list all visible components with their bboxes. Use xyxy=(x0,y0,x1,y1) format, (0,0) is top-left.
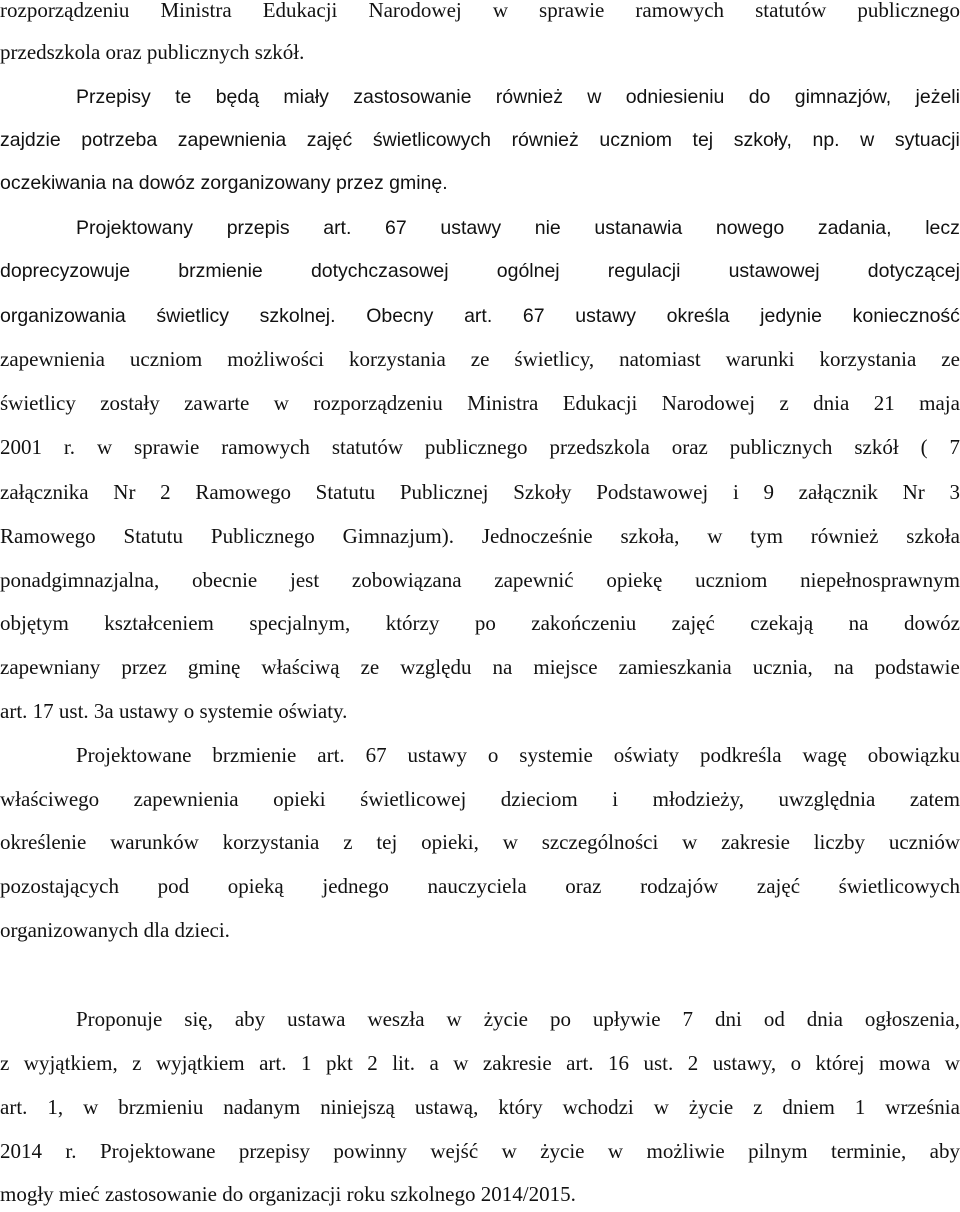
word: wejść xyxy=(430,1133,478,1169)
word: zapewnienia xyxy=(134,781,239,817)
word: ustawy xyxy=(407,737,467,773)
word: zapewnienia xyxy=(0,341,105,377)
word: której xyxy=(816,1045,865,1081)
word: przepisy xyxy=(239,1133,310,1169)
word: Publicznego xyxy=(211,518,315,554)
word: sprawie xyxy=(539,0,604,28)
word: ustawowej xyxy=(729,253,820,289)
text-line: mogły mieć zastosowanie do organizacji roku szkolnego 2014/2015. xyxy=(0,1176,960,1212)
text-line xyxy=(0,385,960,421)
word: szkoła xyxy=(906,518,960,554)
word: publicznego xyxy=(425,429,528,465)
word: oraz xyxy=(672,429,708,465)
word: statutów xyxy=(755,0,826,28)
word: przedszkola xyxy=(549,429,649,465)
word: możliwie xyxy=(647,1133,725,1169)
word: ze xyxy=(471,341,490,377)
paragraph-first-line xyxy=(76,79,960,115)
word: również xyxy=(512,122,579,158)
word: art. xyxy=(317,737,344,773)
word: wyjątkiem, xyxy=(24,1045,118,1081)
word: Ramowego xyxy=(0,518,96,554)
word: zajęć xyxy=(757,868,800,904)
word: określa xyxy=(667,298,730,334)
word: Jednocześnie xyxy=(482,518,593,554)
word: również xyxy=(811,518,879,554)
word: Statutu xyxy=(124,518,184,554)
word: korzystania xyxy=(223,824,320,860)
word: z xyxy=(132,1045,141,1081)
word: liczby xyxy=(814,824,865,860)
word: w xyxy=(860,122,874,158)
word: w xyxy=(587,79,601,115)
word: ( xyxy=(921,429,928,465)
text-line xyxy=(0,0,960,28)
word: w xyxy=(97,429,112,465)
word: ucznia, xyxy=(753,649,813,685)
word: regulacji xyxy=(608,253,681,289)
word: o xyxy=(791,1045,802,1081)
word: art. xyxy=(464,298,492,334)
word: Szkoły xyxy=(513,474,571,510)
word: dnia xyxy=(813,385,849,421)
word: będą xyxy=(216,79,259,115)
word: zakresie xyxy=(483,1045,552,1081)
word: Edukacji xyxy=(263,0,338,28)
text-line xyxy=(0,429,960,465)
word: 1, xyxy=(47,1089,63,1125)
word: Ministra xyxy=(161,0,232,28)
word: zakresie xyxy=(721,824,790,860)
word: ustanawia xyxy=(594,210,682,246)
word: pkt xyxy=(326,1045,353,1081)
text-line xyxy=(0,649,960,685)
word: jedynie xyxy=(760,298,822,334)
word: dniem xyxy=(782,1089,835,1125)
word: z xyxy=(779,385,788,421)
word: aby xyxy=(235,1001,265,1037)
word: załącznika xyxy=(0,474,89,510)
word: jeżeli xyxy=(916,79,960,115)
word: zostały xyxy=(100,385,159,421)
word: pozostających xyxy=(0,868,119,904)
word: właściwą xyxy=(261,649,339,685)
word: te xyxy=(175,79,191,115)
word: brzmienie xyxy=(212,737,296,773)
word: sytuacji xyxy=(895,122,960,158)
word: zastosowanie xyxy=(353,79,471,115)
word: ze xyxy=(361,649,380,685)
word: uczniom xyxy=(599,122,672,158)
word: kształceniem xyxy=(104,605,214,641)
word: Narodowej xyxy=(368,0,461,28)
word: specjalnym, xyxy=(249,605,350,641)
word: Przepisy xyxy=(76,79,151,115)
text-line xyxy=(0,253,960,289)
word: życie xyxy=(689,1089,733,1125)
text-line: organizowanych dla dzieci. xyxy=(0,912,960,948)
word: po xyxy=(475,605,496,641)
text-line: art. 17 ust. 3a ustawy o systemie oświaty. xyxy=(0,693,960,729)
text-line xyxy=(0,562,960,598)
word: na xyxy=(834,649,854,685)
word: z xyxy=(0,1045,9,1081)
word: względu xyxy=(400,649,471,685)
word: 2 xyxy=(688,1045,699,1081)
word: dotyczącej xyxy=(868,253,960,289)
word: z xyxy=(343,824,352,860)
word: mowa xyxy=(879,1045,930,1081)
word: również xyxy=(496,79,563,115)
word: odniesieniu xyxy=(626,79,725,115)
text-line xyxy=(0,341,960,377)
word: życie xyxy=(484,1001,528,1037)
word: art. xyxy=(323,210,351,246)
word: publicznego xyxy=(857,0,960,28)
word: Edukacji xyxy=(563,385,638,421)
word: brzmienie xyxy=(178,253,263,289)
word: szczególności xyxy=(542,824,659,860)
word: nie xyxy=(535,210,561,246)
word: ogłoszenia, xyxy=(865,1001,960,1037)
word: rozporządzeniu xyxy=(313,385,442,421)
word: zapewniany xyxy=(0,649,100,685)
word: przepis xyxy=(227,210,290,246)
word: 7 xyxy=(950,429,960,465)
text-line xyxy=(0,1045,960,1081)
word: brzmieniu xyxy=(118,1089,203,1125)
text-line xyxy=(0,518,960,554)
word: w xyxy=(453,1045,468,1081)
text-line xyxy=(0,781,960,817)
word: 21 xyxy=(874,385,895,421)
word: świetlicowych xyxy=(839,868,960,904)
word: Ministra xyxy=(467,385,538,421)
word: ustawy, xyxy=(713,1045,776,1081)
word: w xyxy=(945,1045,960,1081)
word: lit. xyxy=(392,1045,415,1081)
word: 67 xyxy=(385,210,407,246)
word: zajęć xyxy=(672,605,715,641)
word: po xyxy=(550,1001,571,1037)
word: ponadgimnazjalna, xyxy=(0,562,159,598)
word: podkreśla xyxy=(700,737,782,773)
word: rozporządzeniu xyxy=(0,0,129,28)
word: korzystania xyxy=(349,341,446,377)
word: zatem xyxy=(910,781,960,817)
word: niepełnosprawnym xyxy=(800,562,960,598)
word: w xyxy=(682,824,697,860)
word: opieką xyxy=(228,868,284,904)
word: zamieszkania xyxy=(619,649,732,685)
word: możliwości xyxy=(227,341,324,377)
word: w xyxy=(493,0,508,28)
word: świetlicowej xyxy=(360,781,466,817)
word: zadania, xyxy=(818,210,892,246)
word: gimnazjów, xyxy=(795,79,891,115)
word: uczniów xyxy=(889,824,960,860)
text-line xyxy=(0,122,960,158)
word: aby xyxy=(930,1133,960,1169)
word: warunki xyxy=(726,341,795,377)
word: przez xyxy=(121,649,166,685)
word: w xyxy=(274,385,289,421)
word: publicznych xyxy=(730,429,833,465)
word: opieki, xyxy=(421,824,479,860)
word: nadanym xyxy=(223,1089,300,1125)
word: maja xyxy=(919,385,960,421)
word: w xyxy=(502,1133,517,1169)
word: sprawie xyxy=(134,429,199,465)
word: Statutu xyxy=(316,474,376,510)
word: zawarte xyxy=(184,385,249,421)
word: Proponuje xyxy=(76,1001,162,1037)
word: art. xyxy=(566,1045,593,1081)
text-line xyxy=(0,474,960,510)
word: rodzajów xyxy=(640,868,718,904)
word: ramowych xyxy=(635,0,724,28)
word: świetlicy xyxy=(0,385,76,421)
word: nowego xyxy=(716,210,784,246)
word: oświaty xyxy=(614,737,679,773)
word: który xyxy=(498,1089,542,1125)
word: czekają xyxy=(750,605,813,641)
word: 67 xyxy=(523,298,545,334)
word: świetlicowych xyxy=(373,122,491,158)
word: miejsce xyxy=(533,649,597,685)
word: ramowych xyxy=(221,429,310,465)
word: zapewnienia xyxy=(178,122,286,158)
word: określenie xyxy=(0,824,86,860)
word: a xyxy=(429,1045,438,1081)
word: w xyxy=(503,824,518,860)
word: ustawą, xyxy=(415,1089,479,1125)
paragraph-first-line xyxy=(76,737,960,773)
word: 16 xyxy=(608,1045,629,1081)
word: jednego xyxy=(322,868,388,904)
word: niniejszą xyxy=(320,1089,395,1125)
word: tej xyxy=(376,824,397,860)
word: świetlicy xyxy=(156,298,229,334)
word: np. xyxy=(812,122,839,158)
word: Podstawowej xyxy=(596,474,708,510)
word: Ramowego xyxy=(195,474,291,510)
word: tym xyxy=(750,518,783,554)
paragraph-first-line xyxy=(76,210,960,246)
word: opieki xyxy=(273,781,326,817)
word: Projektowane xyxy=(76,737,191,773)
word: upływie xyxy=(593,1001,661,1037)
word: na xyxy=(849,605,869,641)
text-line xyxy=(0,824,960,860)
word: opiekę xyxy=(606,562,662,598)
text-line xyxy=(0,298,960,334)
word: terminie, xyxy=(831,1133,906,1169)
word: września xyxy=(885,1089,960,1125)
word: obecnie xyxy=(192,562,257,598)
word: dzieciom xyxy=(501,781,578,817)
word: 67 xyxy=(366,737,387,773)
word: Projektowane xyxy=(100,1133,215,1169)
word: natomiast xyxy=(619,341,701,377)
word: szkolnej. xyxy=(260,298,336,334)
word: organizowania xyxy=(0,298,126,334)
word: podstawie xyxy=(875,649,960,685)
word: w xyxy=(447,1001,462,1037)
word: Projektowany xyxy=(76,210,193,246)
word: z xyxy=(753,1089,762,1125)
word: nauczyciela xyxy=(428,868,527,904)
word: szkół xyxy=(854,429,898,465)
word: Obecny xyxy=(366,298,433,334)
word: do xyxy=(749,79,771,115)
text-line: przedszkola oraz publicznych szkół. xyxy=(0,34,960,70)
word: którzy xyxy=(386,605,440,641)
word: warunków xyxy=(110,824,199,860)
word: uczniom xyxy=(695,562,767,598)
word: zajęć xyxy=(307,122,353,158)
word: i xyxy=(612,781,618,817)
word: 1 xyxy=(855,1089,866,1125)
word: oraz xyxy=(565,868,601,904)
word: ust. xyxy=(644,1045,674,1081)
word: uczniom xyxy=(130,341,202,377)
word: Nr xyxy=(903,474,925,510)
word: 2001 xyxy=(0,429,42,465)
word: tej xyxy=(693,122,714,158)
word: jest xyxy=(290,562,319,598)
word: pod xyxy=(158,868,190,904)
word: pilnym xyxy=(748,1133,808,1169)
word: Nr xyxy=(113,474,135,510)
word: gminę xyxy=(188,649,241,685)
word: w xyxy=(608,1133,623,1169)
text-line: oczekiwania na dowóz zorganizowany przez gminę. xyxy=(0,165,960,201)
word: statutów xyxy=(332,429,403,465)
word: doprecyzowuje xyxy=(0,253,130,289)
word: 3 xyxy=(949,474,960,510)
word: zobowiązana xyxy=(352,562,462,598)
word: systemie xyxy=(519,737,593,773)
word: dnia xyxy=(807,1001,843,1037)
word: objętym xyxy=(0,605,69,641)
word: Publicznej xyxy=(400,474,489,510)
word: Gimnazjum). xyxy=(343,518,454,554)
text-line xyxy=(0,1089,960,1125)
word: korzystania xyxy=(820,341,917,377)
text-line xyxy=(0,868,960,904)
text-line xyxy=(0,1133,960,1169)
word: zapewnić xyxy=(494,562,573,598)
word: 2014 xyxy=(0,1133,42,1169)
word: 1 xyxy=(301,1045,312,1081)
word: potrzeba xyxy=(81,122,157,158)
word: młodzieży, xyxy=(653,781,744,817)
word: w xyxy=(83,1089,98,1125)
word: 2 xyxy=(160,474,171,510)
word: obowiązku xyxy=(868,737,960,773)
word: zakończeniu xyxy=(531,605,636,641)
word: ogólnej xyxy=(497,253,560,289)
word: życie xyxy=(540,1133,584,1169)
word: na xyxy=(493,649,513,685)
word: dotychczasowej xyxy=(311,253,449,289)
word: właściwego xyxy=(0,781,99,817)
word: zajdzie xyxy=(0,122,61,158)
word: się, xyxy=(184,1001,213,1037)
word: uwzględnia xyxy=(779,781,876,817)
word: weszła xyxy=(367,1001,424,1037)
word: o xyxy=(488,737,499,773)
word: lecz xyxy=(925,210,960,246)
word: dowóz xyxy=(904,605,960,641)
word: załącznik xyxy=(799,474,878,510)
word: w xyxy=(707,518,722,554)
word: konieczność xyxy=(853,298,960,334)
word: wyjątkiem xyxy=(156,1045,245,1081)
word: powinny xyxy=(333,1133,407,1169)
word: od xyxy=(764,1001,785,1037)
word: dni xyxy=(715,1001,742,1037)
word: ustawy xyxy=(575,298,636,334)
word: 7 xyxy=(683,1001,694,1037)
paragraph-first-line xyxy=(76,1001,960,1037)
word: ustawy xyxy=(440,210,501,246)
word: r. xyxy=(65,1133,76,1169)
word: szkoły, xyxy=(734,122,792,158)
word: i xyxy=(733,474,739,510)
word: w xyxy=(654,1089,669,1125)
word: art. xyxy=(0,1089,27,1125)
word: Narodowej xyxy=(662,385,755,421)
word: art. xyxy=(259,1045,286,1081)
word: 2 xyxy=(367,1045,378,1081)
word: szkoła, xyxy=(620,518,679,554)
word: ze xyxy=(941,341,960,377)
word: wagę xyxy=(803,737,847,773)
word: r. xyxy=(64,429,75,465)
word: 9 xyxy=(763,474,774,510)
word: miały xyxy=(283,79,329,115)
word: wchodzi xyxy=(563,1089,634,1125)
word: świetlicy, xyxy=(514,341,594,377)
word: ustawa xyxy=(287,1001,345,1037)
text-line xyxy=(0,605,960,641)
